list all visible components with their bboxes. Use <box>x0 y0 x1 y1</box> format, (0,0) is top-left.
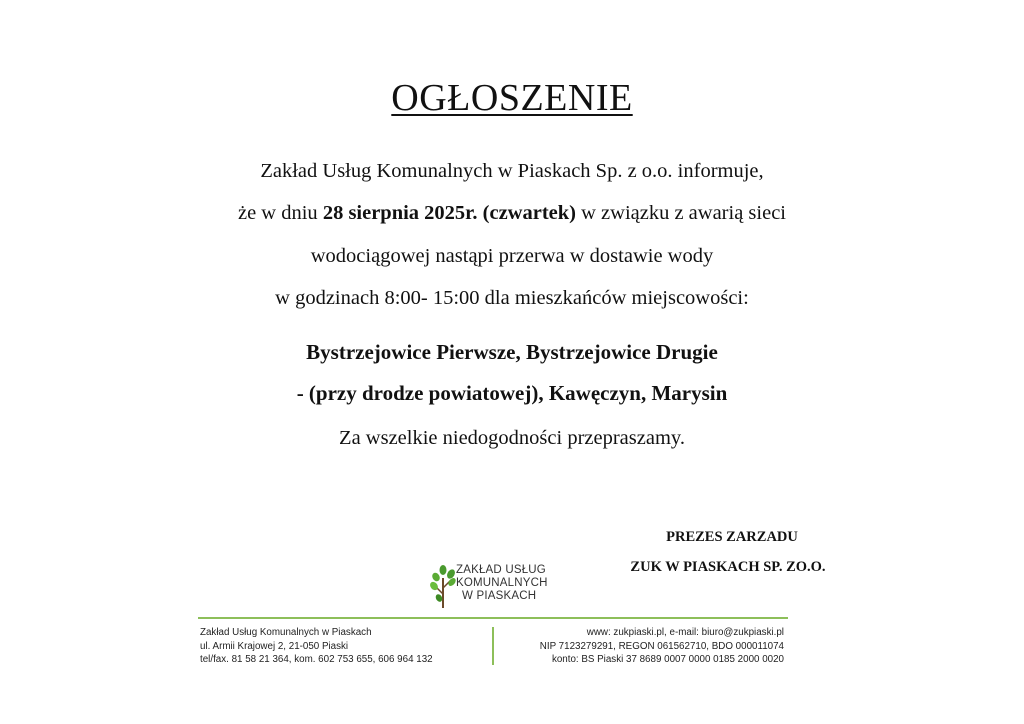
footer-bank-account: konto: BS Piaski 37 8689 0007 0000 0185 2000 0020 <box>551 654 784 665</box>
logo-line-3: W PIASKACH <box>462 590 537 602</box>
company-logo <box>430 560 610 616</box>
signature-title: PREZES ZARZADU <box>666 529 798 545</box>
body-line-2-post: w związku z awarią sieci <box>575 202 786 224</box>
footer-address: ul. Armii Krajowej 2, 21-050 Piaski <box>200 640 349 652</box>
page-title: OGŁOSZENIE <box>391 77 633 119</box>
footer-web-email: www: zukpiaski.pl, e-mail: biuro@zukpiaski.pl <box>586 627 784 638</box>
footer-vertical-divider <box>492 627 494 665</box>
logo-line-2: KOMUNALNYCH <box>456 577 548 589</box>
logo-text <box>456 564 548 603</box>
footer-contact-right <box>540 626 784 667</box>
body-line-2-pre: że w dniu <box>237 202 323 224</box>
footer-tax-ids: NIP 7123279291, REGON 061562710, BDO 000011074 <box>539 640 784 652</box>
body-line-4: w godzinach 8:00- 15:00 dla mieszkańców miejscowości: <box>275 287 749 309</box>
outage-date: 28 sierpnia 2025r. (czwartek) <box>322 202 576 224</box>
body-line-3: wodociągowej nastąpi przerwa w dostawie wody <box>310 245 714 267</box>
body-line-1: Zakład Usług Komunalnych w Piaskach Sp. z o.o. informuje, <box>260 160 764 182</box>
locations-line-2: - (przy drodze powiatowej), Kawęczyn, Marysin <box>296 381 728 405</box>
footer-divider-line <box>198 617 788 619</box>
footer-phone: tel/fax. 81 58 21 364, kom. 602 753 655, 606 964 132 <box>200 654 433 665</box>
tree-leaf-icon <box>430 564 456 610</box>
locations-line-1: Bystrzejowice Pierwsze, Bystrzejowice Drugie <box>306 340 718 364</box>
footer-contact-left <box>200 626 433 667</box>
logo-line-1: ZAKŁAD USŁUG <box>456 564 546 576</box>
signature-company: ZUK W PIASKACH SP. ZO.O. <box>630 559 826 575</box>
body-line-2 <box>0 201 1024 225</box>
apology-text: Za wszelkie niedogodności przepraszamy. <box>339 427 685 449</box>
footer-company-name: Zakład Usług Komunalnych w Piaskach <box>200 627 372 638</box>
